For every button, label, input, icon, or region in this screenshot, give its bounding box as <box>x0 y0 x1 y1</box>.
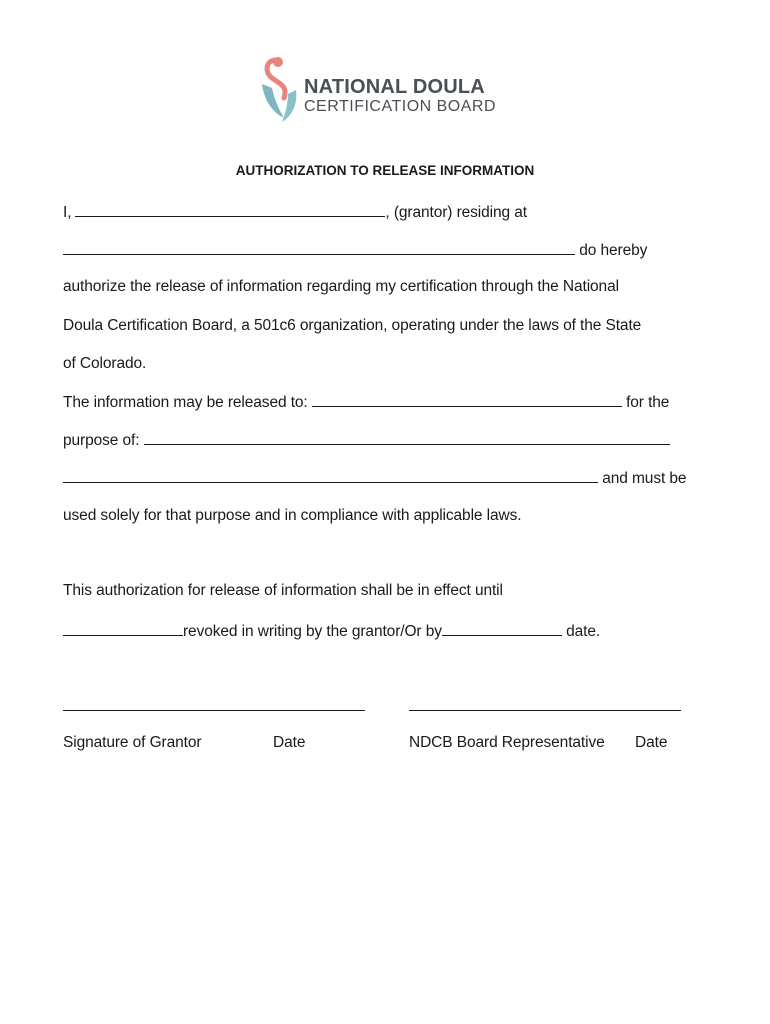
rep-date-label: Date <box>635 734 668 751</box>
purpose-field[interactable] <box>144 430 670 445</box>
grantor-address-field[interactable] <box>63 240 575 255</box>
grantor-name-field[interactable] <box>75 202 385 217</box>
for-the-text: for the <box>626 394 670 411</box>
rep-signature-line[interactable] <box>409 710 681 711</box>
colorado-text: of Colorado. <box>63 355 147 372</box>
must-be-text: and must be <box>602 470 687 487</box>
effect-until-text: This authorization for release of information shall be in effect until <box>63 582 503 599</box>
line-grantor <box>63 202 527 222</box>
line-revoked <box>63 621 600 641</box>
released-to-field[interactable] <box>312 392 622 407</box>
revoke-date-field[interactable] <box>442 621 562 636</box>
released-to-label: The information may be released to: <box>63 394 308 411</box>
date-text: date. <box>566 623 601 640</box>
doula-logo-icon <box>258 56 302 126</box>
used-solely-text: used solely for that purpose and in compliance with applicable laws. <box>63 507 522 524</box>
purpose-label: purpose of: <box>63 432 140 449</box>
line-purpose-cont <box>63 468 686 488</box>
rep-signature-label: NDCB Board Representative <box>409 734 605 751</box>
line-address <box>63 240 647 260</box>
purpose-field-cont[interactable] <box>63 468 598 483</box>
logo-title: NATIONAL DOULA <box>304 76 485 98</box>
grantor-residing-text: , (grantor) residing at <box>385 204 527 221</box>
revoked-text: revoked in writing by the grantor/Or by <box>183 623 442 640</box>
ndcb-logo <box>258 56 508 126</box>
i-label: I, <box>63 204 72 221</box>
form-title: AUTHORIZATION TO RELEASE INFORMATION <box>235 163 535 178</box>
do-hereby-text: do hereby <box>579 242 648 259</box>
board-text: Doula Certification Board, a 501c6 organization, operating under the laws of the State <box>63 317 642 334</box>
authorize-text: authorize the release of information regarding my certification through the National <box>63 278 619 295</box>
line-release-to <box>63 392 669 412</box>
grantor-signature-label: Signature of Grantor <box>63 734 202 751</box>
grantor-date-label: Date <box>273 734 306 751</box>
revoke-field-1[interactable] <box>63 621 183 636</box>
grantor-signature-line[interactable] <box>63 710 365 711</box>
logo-subtitle: CERTIFICATION BOARD <box>304 98 497 115</box>
line-purpose <box>63 430 670 450</box>
